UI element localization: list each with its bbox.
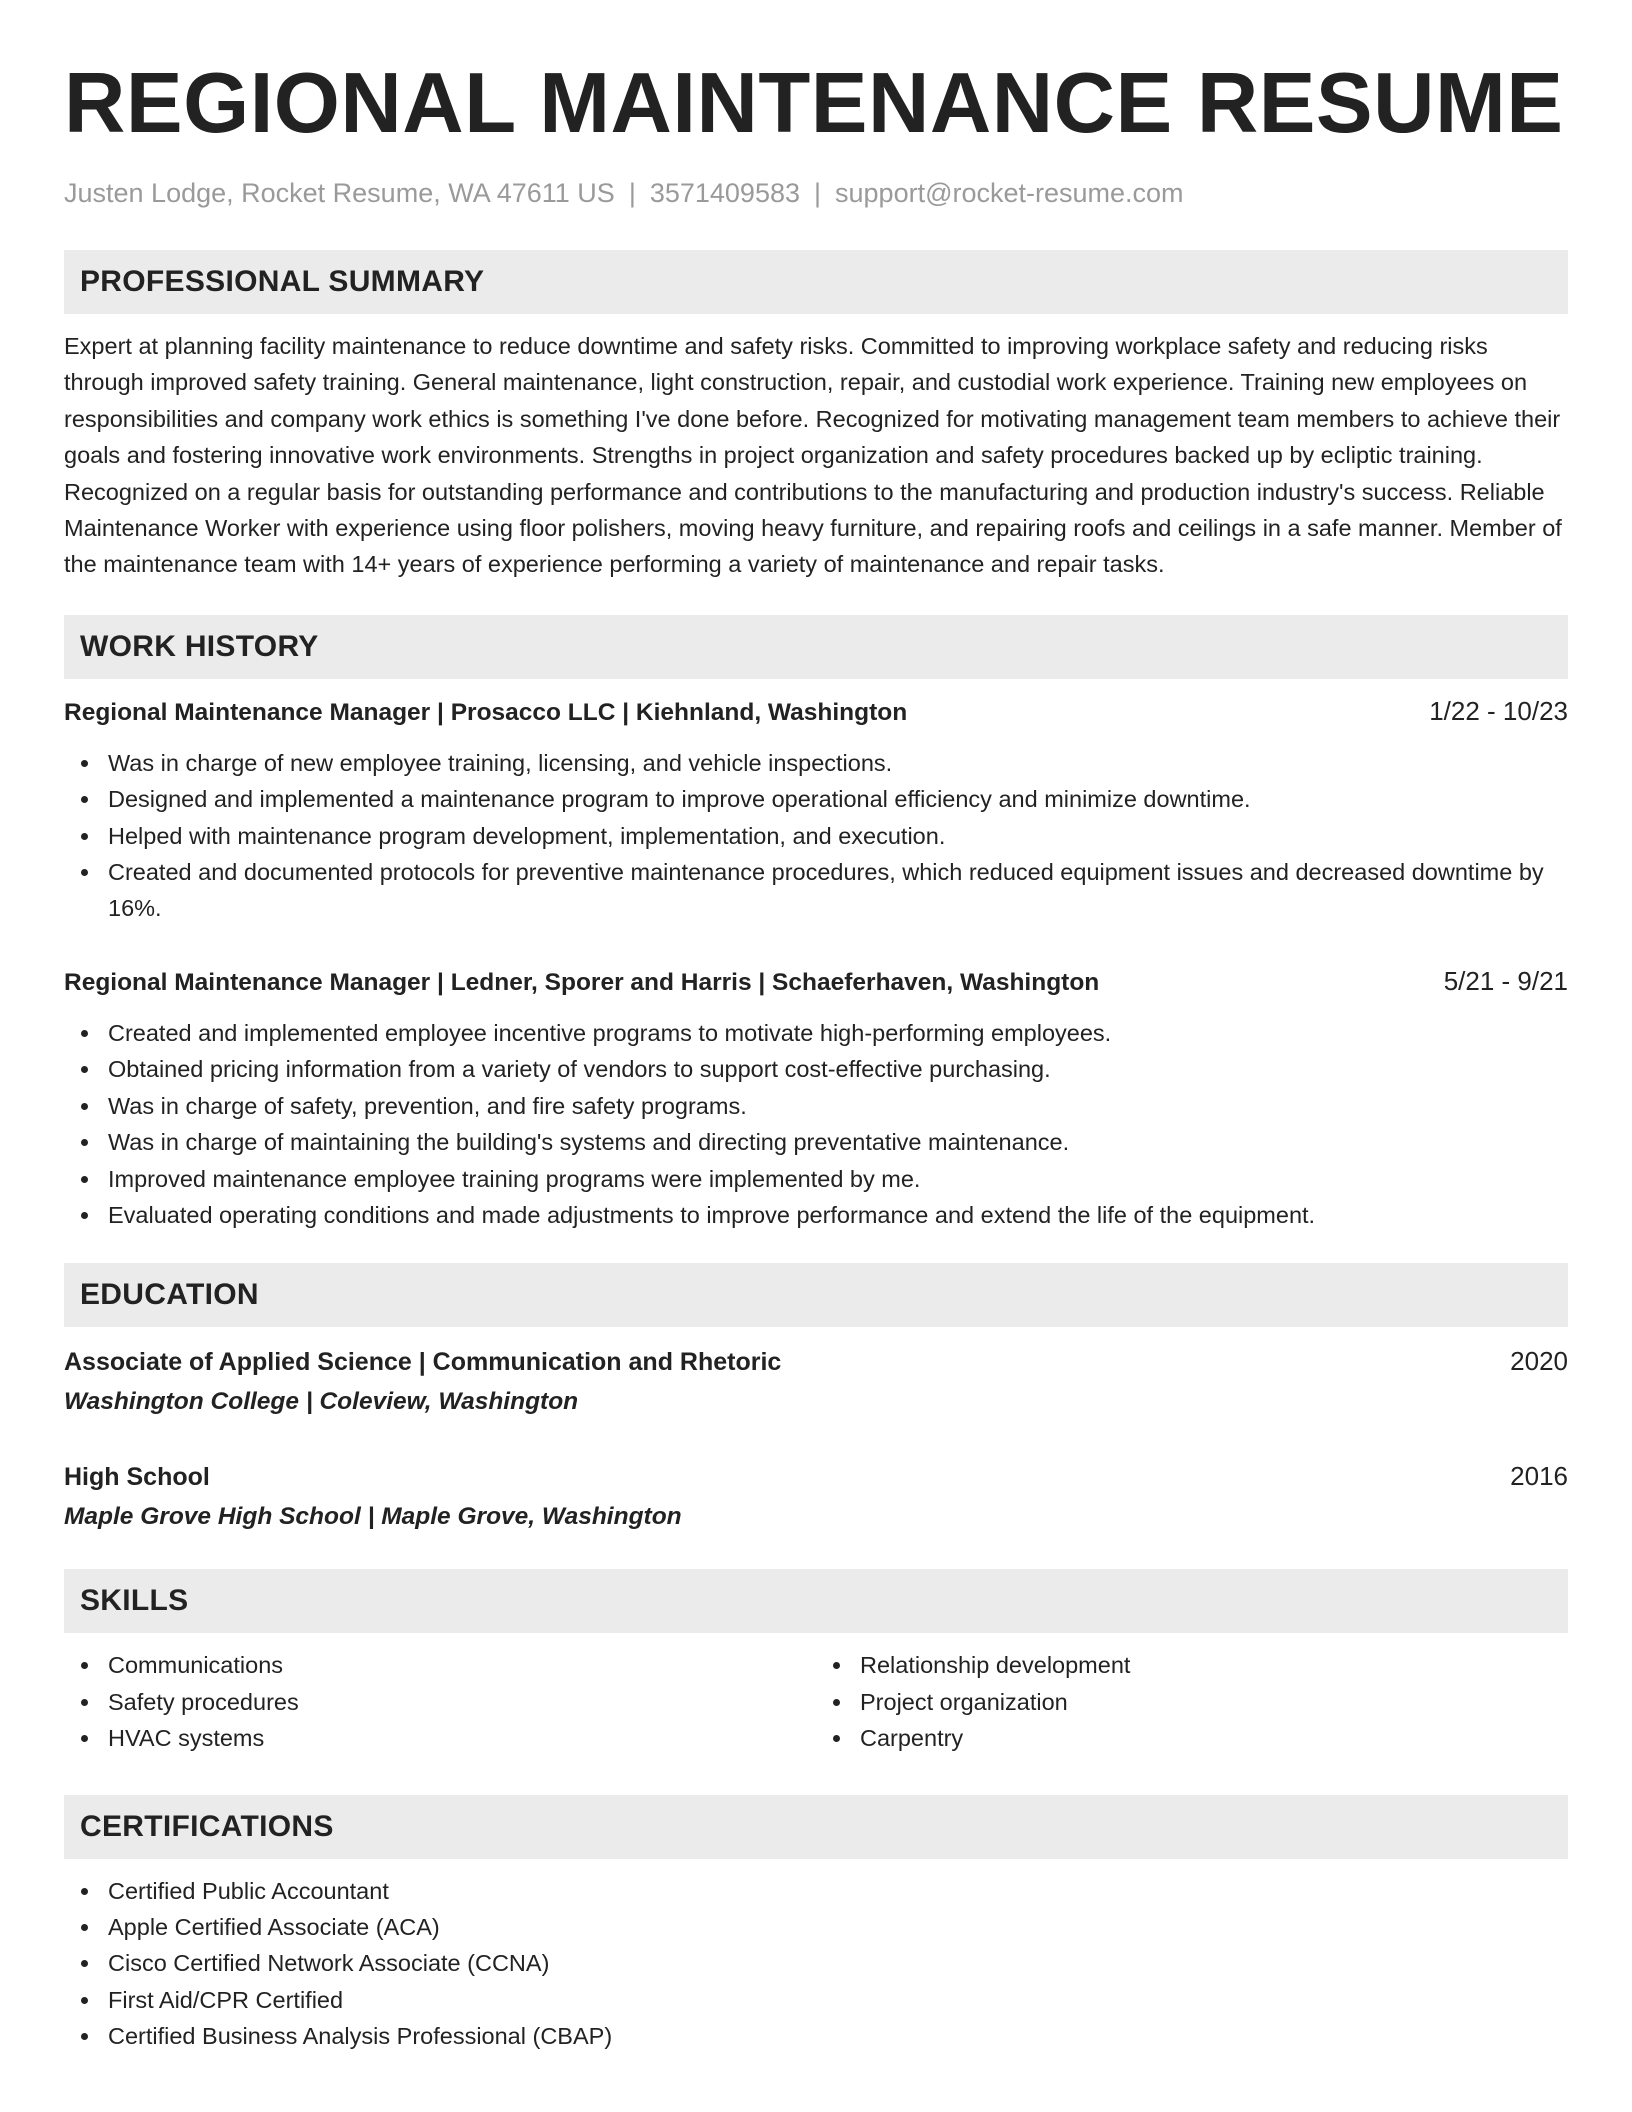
section-title: WORK HISTORY xyxy=(80,629,319,663)
section-header-work-history xyxy=(64,615,1568,679)
list-item: Obtained pricing information from a variety of vendors to support cost-effective purchasing. xyxy=(108,1051,1568,1087)
section-header-education xyxy=(64,1263,1568,1327)
contact-phone: 3571409583 xyxy=(649,178,800,208)
resume-title: REGIONAL MAINTENANCE RESUME xyxy=(64,56,1564,151)
skills-list-left xyxy=(64,1647,816,1756)
job-header xyxy=(64,963,1568,1001)
list-item: Cisco Certified Network Associate (CCNA) xyxy=(108,1945,1568,1981)
contact-line xyxy=(64,176,1568,210)
list-item: Was in charge of safety, prevention, and fire safety programs. xyxy=(108,1088,1568,1124)
education-entry xyxy=(64,1343,1568,1420)
contact-email: support@rocket-resume.com xyxy=(835,178,1184,208)
skills-list-right xyxy=(816,1647,1568,1756)
section-title: PROFESSIONAL SUMMARY xyxy=(80,265,485,298)
list-item: Project organization xyxy=(860,1684,1568,1720)
contact-separator: | xyxy=(628,178,636,208)
list-item: Created and implemented employee incentive programs to motivate high-performing employees. xyxy=(108,1015,1568,1051)
list-item: Was in charge of maintaining the building's systems and directing preventative maintenance. xyxy=(108,1124,1568,1160)
summary-text: Expert at planning facility maintenance to reduce downtime and safety risks. Committed to improving workplace safety and reducing risks through improved safety training. General maintenance, light construction, repair, and custodial work experience. Training new employees on responsibilities and company work ethics is something I've done before. Recognized for motivating management team members to achieve their goals and fostering innovative work environments. Strengths in project organization and safety procedures backed up by ecliptic training. Recognized on a regular basis for outstanding performance and contributions to the manufacturing and production industry's success. Reliable Maintenance Worker with experience using floor polishers, moving heavy furniture, and repairing roofs and ceilings in a safe manner. Member of the maintenance team with 14+ years of experience performing a variety of maintenance and repair tasks. xyxy=(64,333,1562,578)
job-entry xyxy=(64,693,1568,927)
list-item: Improved maintenance employee training programs were implemented by me. xyxy=(108,1161,1568,1197)
job-dates: 1/22 - 10/23 xyxy=(1429,695,1568,726)
education-year: 2020 xyxy=(1510,1346,1568,1377)
list-item: Apple Certified Associate (ACA) xyxy=(108,1909,1568,1945)
contact-address: Justen Lodge, Rocket Resume, WA 47611 US xyxy=(64,178,615,208)
certifications-list xyxy=(64,1873,1568,2055)
list-item: Relationship development xyxy=(860,1647,1568,1683)
education-degree: Associate of Applied Science | Communication and Rhetoric xyxy=(64,1348,782,1377)
list-item: Certified Public Accountant xyxy=(108,1873,1568,1909)
list-item: Carpentry xyxy=(860,1720,1568,1756)
section-title: EDUCATION xyxy=(80,1278,259,1312)
list-item: First Aid/CPR Certified xyxy=(108,1982,1568,2018)
job-title: Regional Maintenance Manager | Prosacco LLC | Kiehnland, Washington xyxy=(64,698,908,726)
job-bullets xyxy=(64,745,1568,927)
list-item: Was in charge of new employee training, licensing, and vehicle inspections. xyxy=(108,745,1568,781)
education-school: Maple Grove High School | Maple Grove, Washington xyxy=(64,1503,682,1531)
education-header xyxy=(64,1343,1568,1380)
job-bullets xyxy=(64,1015,1568,1233)
list-item: HVAC systems xyxy=(108,1720,816,1756)
section-header-certifications xyxy=(64,1795,1568,1859)
section-header-skills xyxy=(64,1569,1568,1633)
list-item: Designed and implemented a maintenance program to improve operational efficiency and minimize downtime. xyxy=(108,781,1568,817)
job-title: Regional Maintenance Manager | Ledner, Sporer and Harris | Schaeferhaven, Washington xyxy=(64,968,1100,996)
education-school: Washington College | Coleview, Washington xyxy=(64,1388,579,1416)
job-entry xyxy=(64,963,1568,1233)
education-entry xyxy=(64,1458,1568,1535)
job-header xyxy=(64,693,1568,731)
list-item: Created and documented protocols for preventive maintenance procedures, which reduced equipment issues and decreased downtime by 16%. xyxy=(108,854,1568,927)
skills-columns xyxy=(64,1647,1568,1756)
list-item: Evaluated operating conditions and made adjustments to improve performance and extend the life of the equipment. xyxy=(108,1197,1568,1233)
section-title: SKILLS xyxy=(80,1584,189,1618)
list-item: Communications xyxy=(108,1647,816,1683)
education-year: 2016 xyxy=(1510,1461,1568,1492)
list-item: Certified Business Analysis Professional (CBAP) xyxy=(108,2018,1568,2054)
section-header-summary xyxy=(64,250,1568,314)
education-header xyxy=(64,1458,1568,1495)
list-item: Helped with maintenance program development, implementation, and execution. xyxy=(108,818,1568,854)
section-title: CERTIFICATIONS xyxy=(80,1809,334,1843)
job-dates: 5/21 - 9/21 xyxy=(1443,965,1568,996)
education-degree: High School xyxy=(64,1463,210,1492)
contact-separator: | xyxy=(814,178,822,208)
list-item: Safety procedures xyxy=(108,1684,816,1720)
